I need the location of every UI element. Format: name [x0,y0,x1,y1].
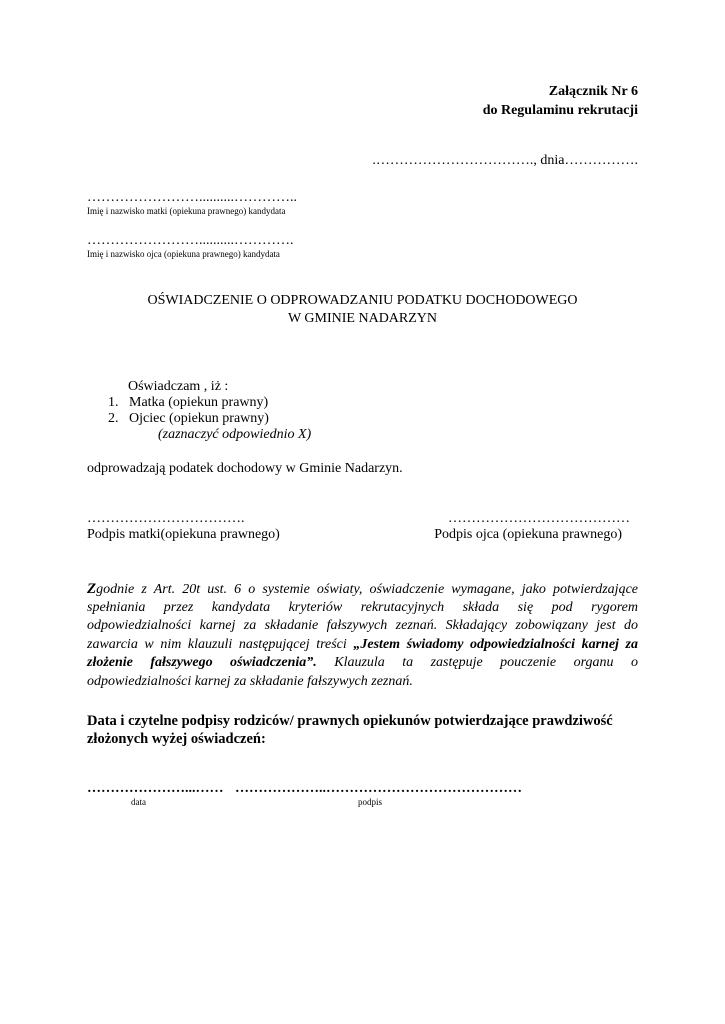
father-signature-label: Podpis ojca (opiekuna prawnego) [434,527,622,542]
father-name-caption: Imię i nazwisko ojca (opiekuna prawnego) kandydata [87,249,280,259]
legal-line-4a: zawarcia w nim klauzuli następującej treści [87,636,354,652]
declaration-intro: Oświadczam , iż : [128,379,229,394]
legal-clause [87,580,638,691]
mother-name-caption: Imię i nazwisko matki (opiekuna prawnego) kandydata [87,206,286,216]
declaration-item-2 [108,411,269,427]
father-name-dots: ……………………..........…………. [87,233,294,248]
final-sign-caption: podpis [358,797,383,807]
mother-signature-label: Podpis matki(opiekuna prawnego) [87,527,280,542]
legal-first-letter: Z [87,581,97,597]
final-sign-dots: ………………..…………………………………… [235,781,522,796]
document-title-line1: OŚWIADCZENIE O ODPROWADZANIU PODATKU DOCHODOWEGO [147,293,578,308]
annex-number: Załącznik Nr 6 [548,84,638,99]
place-date-field: .……………………………., dnia……………. [372,153,638,168]
legal-line-1-text: godnie z Art. 20t ust. 6 o systemie oświaty, oświadczenie wymagane, jako potwierdzające [96,582,638,597]
document-title-line2: W GMINIE NADARZYN [287,311,438,326]
item-text: Matka (opiekun prawny) [129,395,269,410]
legal-line-2: spełniania przez kandydata kryteriów rekrutacyjnych składa się pod rygorem [87,599,638,615]
declaration-item-1 [108,395,269,411]
mother-name-dots: ……………………..........………….. [87,190,297,205]
legal-line-1 [87,580,638,599]
final-date-caption: data [131,797,146,807]
declaration-statement: odprowadzają podatek dochodowy w Gminie Nadarzyn. [87,461,403,476]
legal-line-5b: Klauzula ta zastępuje pouczenie organu o [316,655,638,670]
legal-clause-quote-b: złożenie fałszywego oświadczenia”. [87,655,317,670]
mother-signature-dots: ……………………………. [87,511,245,526]
declaration-note: (zaznaczyć odpowiednio X) [158,427,312,442]
final-heading-line2: złożonych wyżej oświadczeń: [87,731,266,747]
item-number: 1. [108,395,119,410]
final-heading-line1: Data i czytelne podpisy rodziców/ prawnych opiekunów potwierdzające prawdziwość [87,713,613,729]
legal-line-3: odpowiedzialności karnej za składanie fałszywych zeznań. Składający zobowiązany jest do [87,618,638,633]
annex-regulation: do Regulaminu rekrutacji [482,103,638,118]
father-signature-dots: ………………………………… [448,511,630,526]
final-date-dots: …………………...…… [87,781,224,796]
legal-line-5 [87,654,638,673]
legal-clause-quote-a: „Jestem świadomy odpowiedzialności karnej za [353,636,638,652]
item-number: 2. [108,411,119,426]
legal-line-4 [87,636,638,655]
item-text: Ojciec (opiekun prawny) [129,411,269,426]
legal-line-6: odpowiedzialności karnej za składanie fałszywych zeznań. [87,673,413,689]
